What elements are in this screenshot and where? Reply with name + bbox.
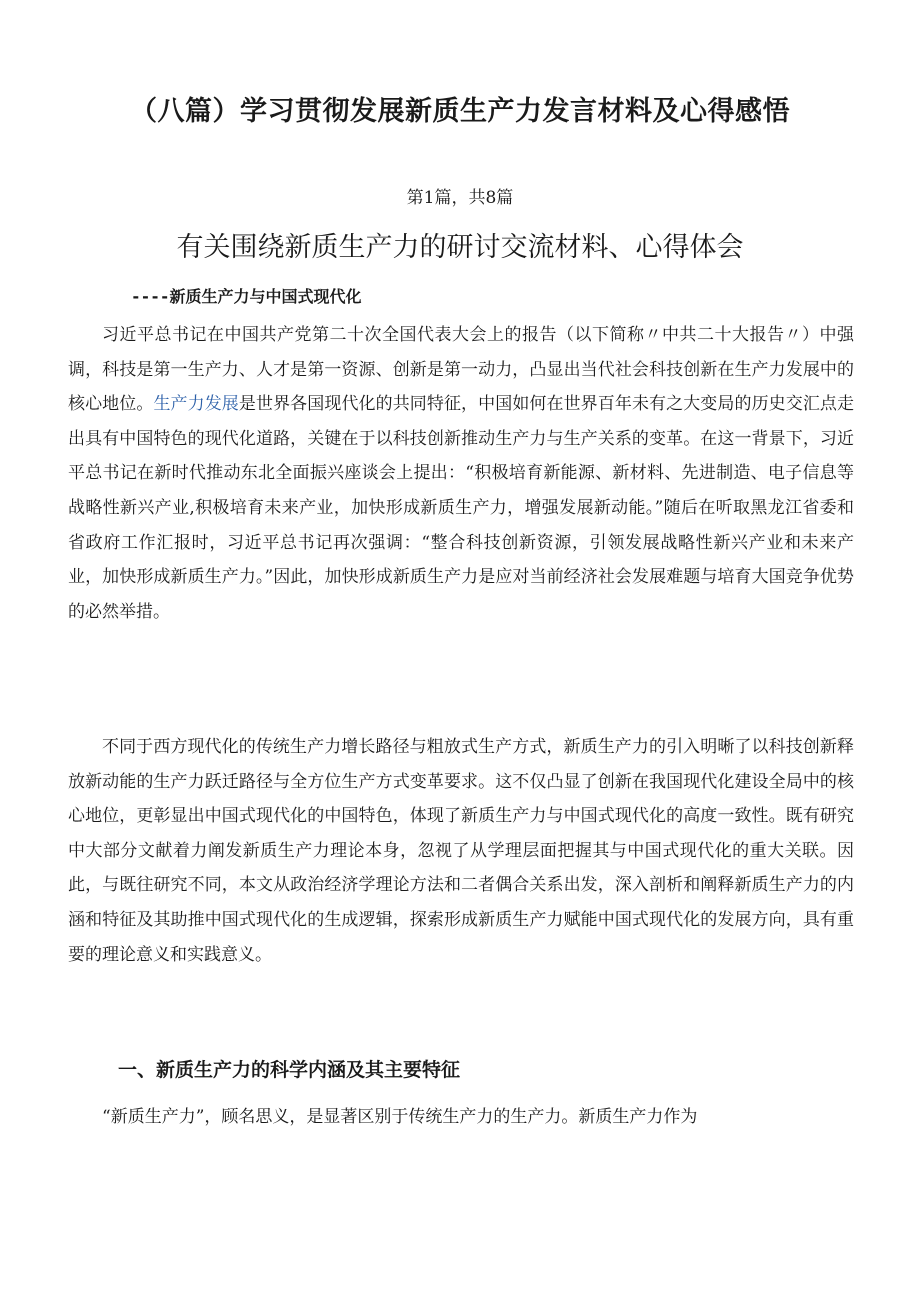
paragraph-3: “新质生产力”，顾名思义，是显著区别于传统生产力的生产力。新质生产力作为: [102, 1107, 698, 1127]
document-title: （八篇）学习贯彻发展新质生产力发言材料及心得感悟: [130, 96, 790, 127]
paragraph-1-text-a: 习近平总书记在中国共产党第二十次全国代表大会上的报告（以下简称〃中共二十大报告〃）中强调，科技是第一生产力、人才是第一资源、创新是第一动力，凸显出当代社会科技创新在生产力发展中的核心地位。: [68, 325, 854, 415]
part-indicator: 第1篇，共8篇: [406, 188, 514, 208]
article-title: 有关围绕新质生产力的研讨交流材料、心得体会: [176, 232, 744, 263]
paragraph-1-text-b: 是世界各国现代化的共同特征，中国如何在世界百年未有之大变局的历史交汇点走出具有中国特色的现代化道路，关键在于以科技创新推动生产力与生产关系的变革。在这一背景下，习近平总书记在新时代推动东北全面振兴座谈会上提出：“积极培育新能源、新材料、先进制造、电子信息等战略性新兴产业,积极培育未来产业，加快形成新质生产力，增强发展新动能。”随后在听取黑龙江省委和省政府工作汇报时，习近平总书记再次强调：“整合科技创新资源，引领发展战略性新兴产业和未来产业，加快形成新质生产力。”因此，加快形成新质生产力是应对当前经济社会发展难题与培育大国竞争优势的必然举措。: [68, 394, 855, 622]
section-heading: 一、新质生产力的科学内涵及其主要特征: [118, 1059, 461, 1081]
article-subtitle: ----新质生产力与中国式现代化: [131, 287, 362, 306]
paragraph-1: [68, 318, 854, 629]
inline-link[interactable]: 生产力发展: [153, 394, 239, 415]
paragraph-2: 不同于西方现代化的传统生产力增长路径与粗放式生产方式，新质生产力的引入明晰了以科技创新释放新动能的生产力跃迁路径与全方位生产方式变革要求。这不仅凸显了创新在我国现代化建设全局中的核心地位，更彰显出中国式现代化的中国特色，体现了新质生产力与中国式现代化的高度一致性。既有研究中大部分文献着力阐发新质生产力理论本身，忽视了从学理层面把握其与中国式现代化的重大关联。因此，与既往研究不同，本文从政治经济学理论方法和二者偶合关系出发，深入剖析和阐释新质生产力的内涵和特征及其助推中国式现代化的生成逻辑，探索形成新质生产力赋能中国式现代化的发展方向，具有重要的理论意义和实践意义。: [68, 737, 854, 965]
